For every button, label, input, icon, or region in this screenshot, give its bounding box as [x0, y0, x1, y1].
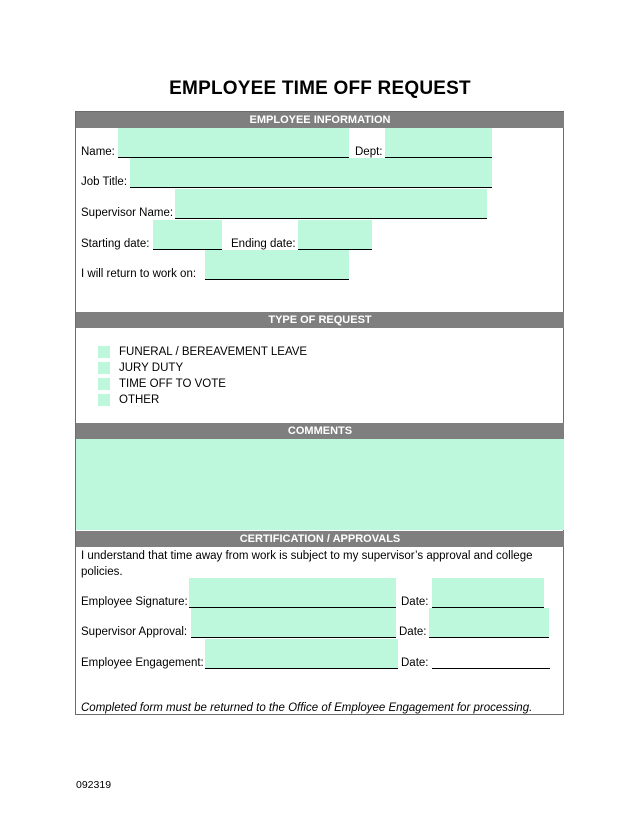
jury-duty-option-label: JURY DUTY	[119, 362, 184, 374]
vote-checkbox[interactable]	[98, 378, 110, 390]
return-date-label: I will return to work on:	[81, 268, 197, 280]
ending-date-field[interactable]	[298, 220, 372, 250]
section-header-certification: CERTIFICATION / APPROVALS	[76, 531, 564, 547]
section-header-employee-information: EMPLOYEE INFORMATION	[76, 112, 564, 128]
employee-engagement-field[interactable]	[205, 639, 398, 669]
employee-signature-date-field[interactable]	[432, 578, 544, 608]
supervisor-approval-date-underline	[429, 637, 549, 638]
return-instructions: Completed form must be returned to the Office of Employee Engagement for processing.	[81, 702, 533, 714]
funeral-option-label: FUNERAL / BEREAVEMENT LEAVE	[119, 346, 308, 358]
starting-date-field[interactable]	[153, 220, 222, 250]
supervisor-name-underline	[175, 218, 487, 219]
supervisor-approval-date-label: Date:	[399, 626, 427, 638]
dept-label: Dept:	[355, 146, 383, 158]
job-title-underline	[130, 187, 492, 188]
return-date-field[interactable]	[205, 250, 349, 280]
employee-engagement-underline	[205, 668, 398, 669]
other-option-label: OTHER	[119, 394, 160, 406]
jury-duty-checkbox[interactable]	[98, 362, 110, 374]
supervisor-name-label: Supervisor Name:	[81, 207, 174, 219]
section-header-type-of-request: TYPE OF REQUEST	[76, 312, 564, 328]
other-checkbox[interactable]	[98, 394, 110, 406]
section-header-comments: COMMENTS	[76, 423, 564, 439]
supervisor-approval-underline	[191, 637, 396, 638]
certification-statement: I understand that time away from work is subject to my supervisor’s approval and college policies.	[81, 550, 533, 578]
page-title: EMPLOYEE TIME OFF REQUEST	[169, 78, 471, 99]
supervisor-approval-field[interactable]	[191, 608, 396, 638]
vote-option-label: TIME OFF TO VOTE	[119, 378, 226, 390]
employee-engagement-date-underline[interactable]	[432, 668, 550, 669]
supervisor-approval-date-field[interactable]	[429, 608, 549, 638]
employee-signature-field[interactable]	[189, 578, 396, 608]
ending-date-label: Ending date:	[231, 238, 296, 250]
employee-signature-label: Employee Signature:	[81, 596, 188, 608]
employee-engagement-label: Employee Engagement:	[81, 657, 204, 669]
employee-engagement-date-label: Date:	[401, 657, 429, 669]
return-date-underline	[205, 279, 349, 280]
supervisor-name-field[interactable]	[175, 189, 487, 219]
form-code: 092319	[76, 779, 112, 791]
funeral-checkbox[interactable]	[98, 346, 110, 358]
name-field[interactable]	[118, 128, 349, 158]
employee-signature-date-label: Date:	[401, 596, 429, 608]
starting-date-label: Starting date:	[81, 238, 150, 250]
supervisor-approval-label: Supervisor Approval:	[81, 626, 188, 638]
dept-field[interactable]	[385, 128, 492, 158]
name-label: Name:	[81, 146, 115, 158]
job-title-field[interactable]	[130, 158, 492, 188]
job-title-label: Job Title:	[81, 176, 128, 188]
comments-textarea[interactable]	[76, 439, 564, 530]
